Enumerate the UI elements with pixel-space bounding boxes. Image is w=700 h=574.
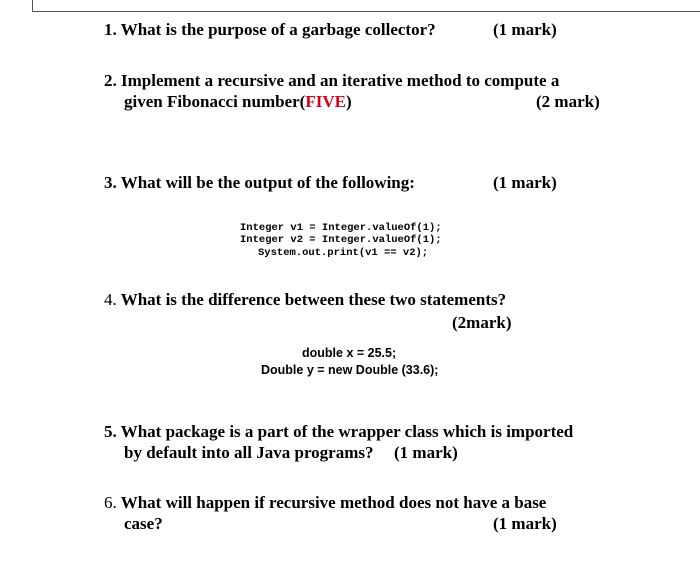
question-2-line-1 [104, 71, 559, 91]
question-4-text: What is the difference between these two statements? [120, 290, 507, 309]
question-2-text-prefix: given Fibonacci number( [124, 92, 306, 111]
question-5-text-line-1: What package is a part of the wrapper class which is imported [120, 422, 574, 441]
question-4-number: 4. [104, 290, 117, 309]
question-5-line-1 [104, 422, 573, 442]
question-3 [104, 173, 415, 193]
question-5-text-line-2: by default into all Java programs? [124, 443, 374, 462]
question-5-line-2 [124, 443, 458, 463]
question-4-code-line-2: Double y = new Double (33.6); [261, 363, 439, 377]
question-4-marks: (2mark) [452, 313, 512, 332]
question-2-text-suffix: ) [345, 92, 352, 111]
question-3-code-line-2: Integer v2 = Integer.valueOf(1); [240, 234, 442, 246]
question-3-number: 3. [104, 173, 117, 192]
question-3-text: What will be the output of the following: [120, 173, 415, 192]
question-2-number: 2. [104, 71, 117, 90]
question-5-number: 5. [104, 422, 117, 441]
question-2-highlight: FIVE [305, 92, 346, 111]
question-3-code-line-1: Integer v1 = Integer.valueOf(1); [240, 222, 442, 234]
question-1 [104, 20, 436, 40]
question-6-line-1 [104, 493, 546, 513]
question-1-text: What is the purpose of a garbage collector? [120, 20, 436, 39]
question-1-number: 1. [104, 20, 117, 39]
question-6-marks: (1 mark) [493, 514, 557, 533]
question-6-text-line-1: What will happen if recursive method does not have a base [120, 493, 547, 512]
question-2-text-line-1: Implement a recursive and an iterative method to compute a [121, 71, 560, 90]
question-6-text-line-2: case? [124, 514, 163, 533]
question-4-code-line-1: double x = 25.5; [302, 346, 397, 360]
question-6-number: 6. [104, 493, 117, 512]
question-2-line-2 [124, 92, 352, 112]
question-2-marks: (2 mark) [536, 92, 600, 111]
top-frame-border [32, 0, 700, 12]
question-4 [104, 290, 506, 310]
question-3-marks: (1 mark) [493, 173, 557, 192]
question-3-code-line-3: System.out.print(v1 == v2); [258, 247, 429, 259]
question-1-marks: (1 mark) [493, 20, 557, 39]
question-5-marks: (1 mark) [394, 443, 458, 462]
